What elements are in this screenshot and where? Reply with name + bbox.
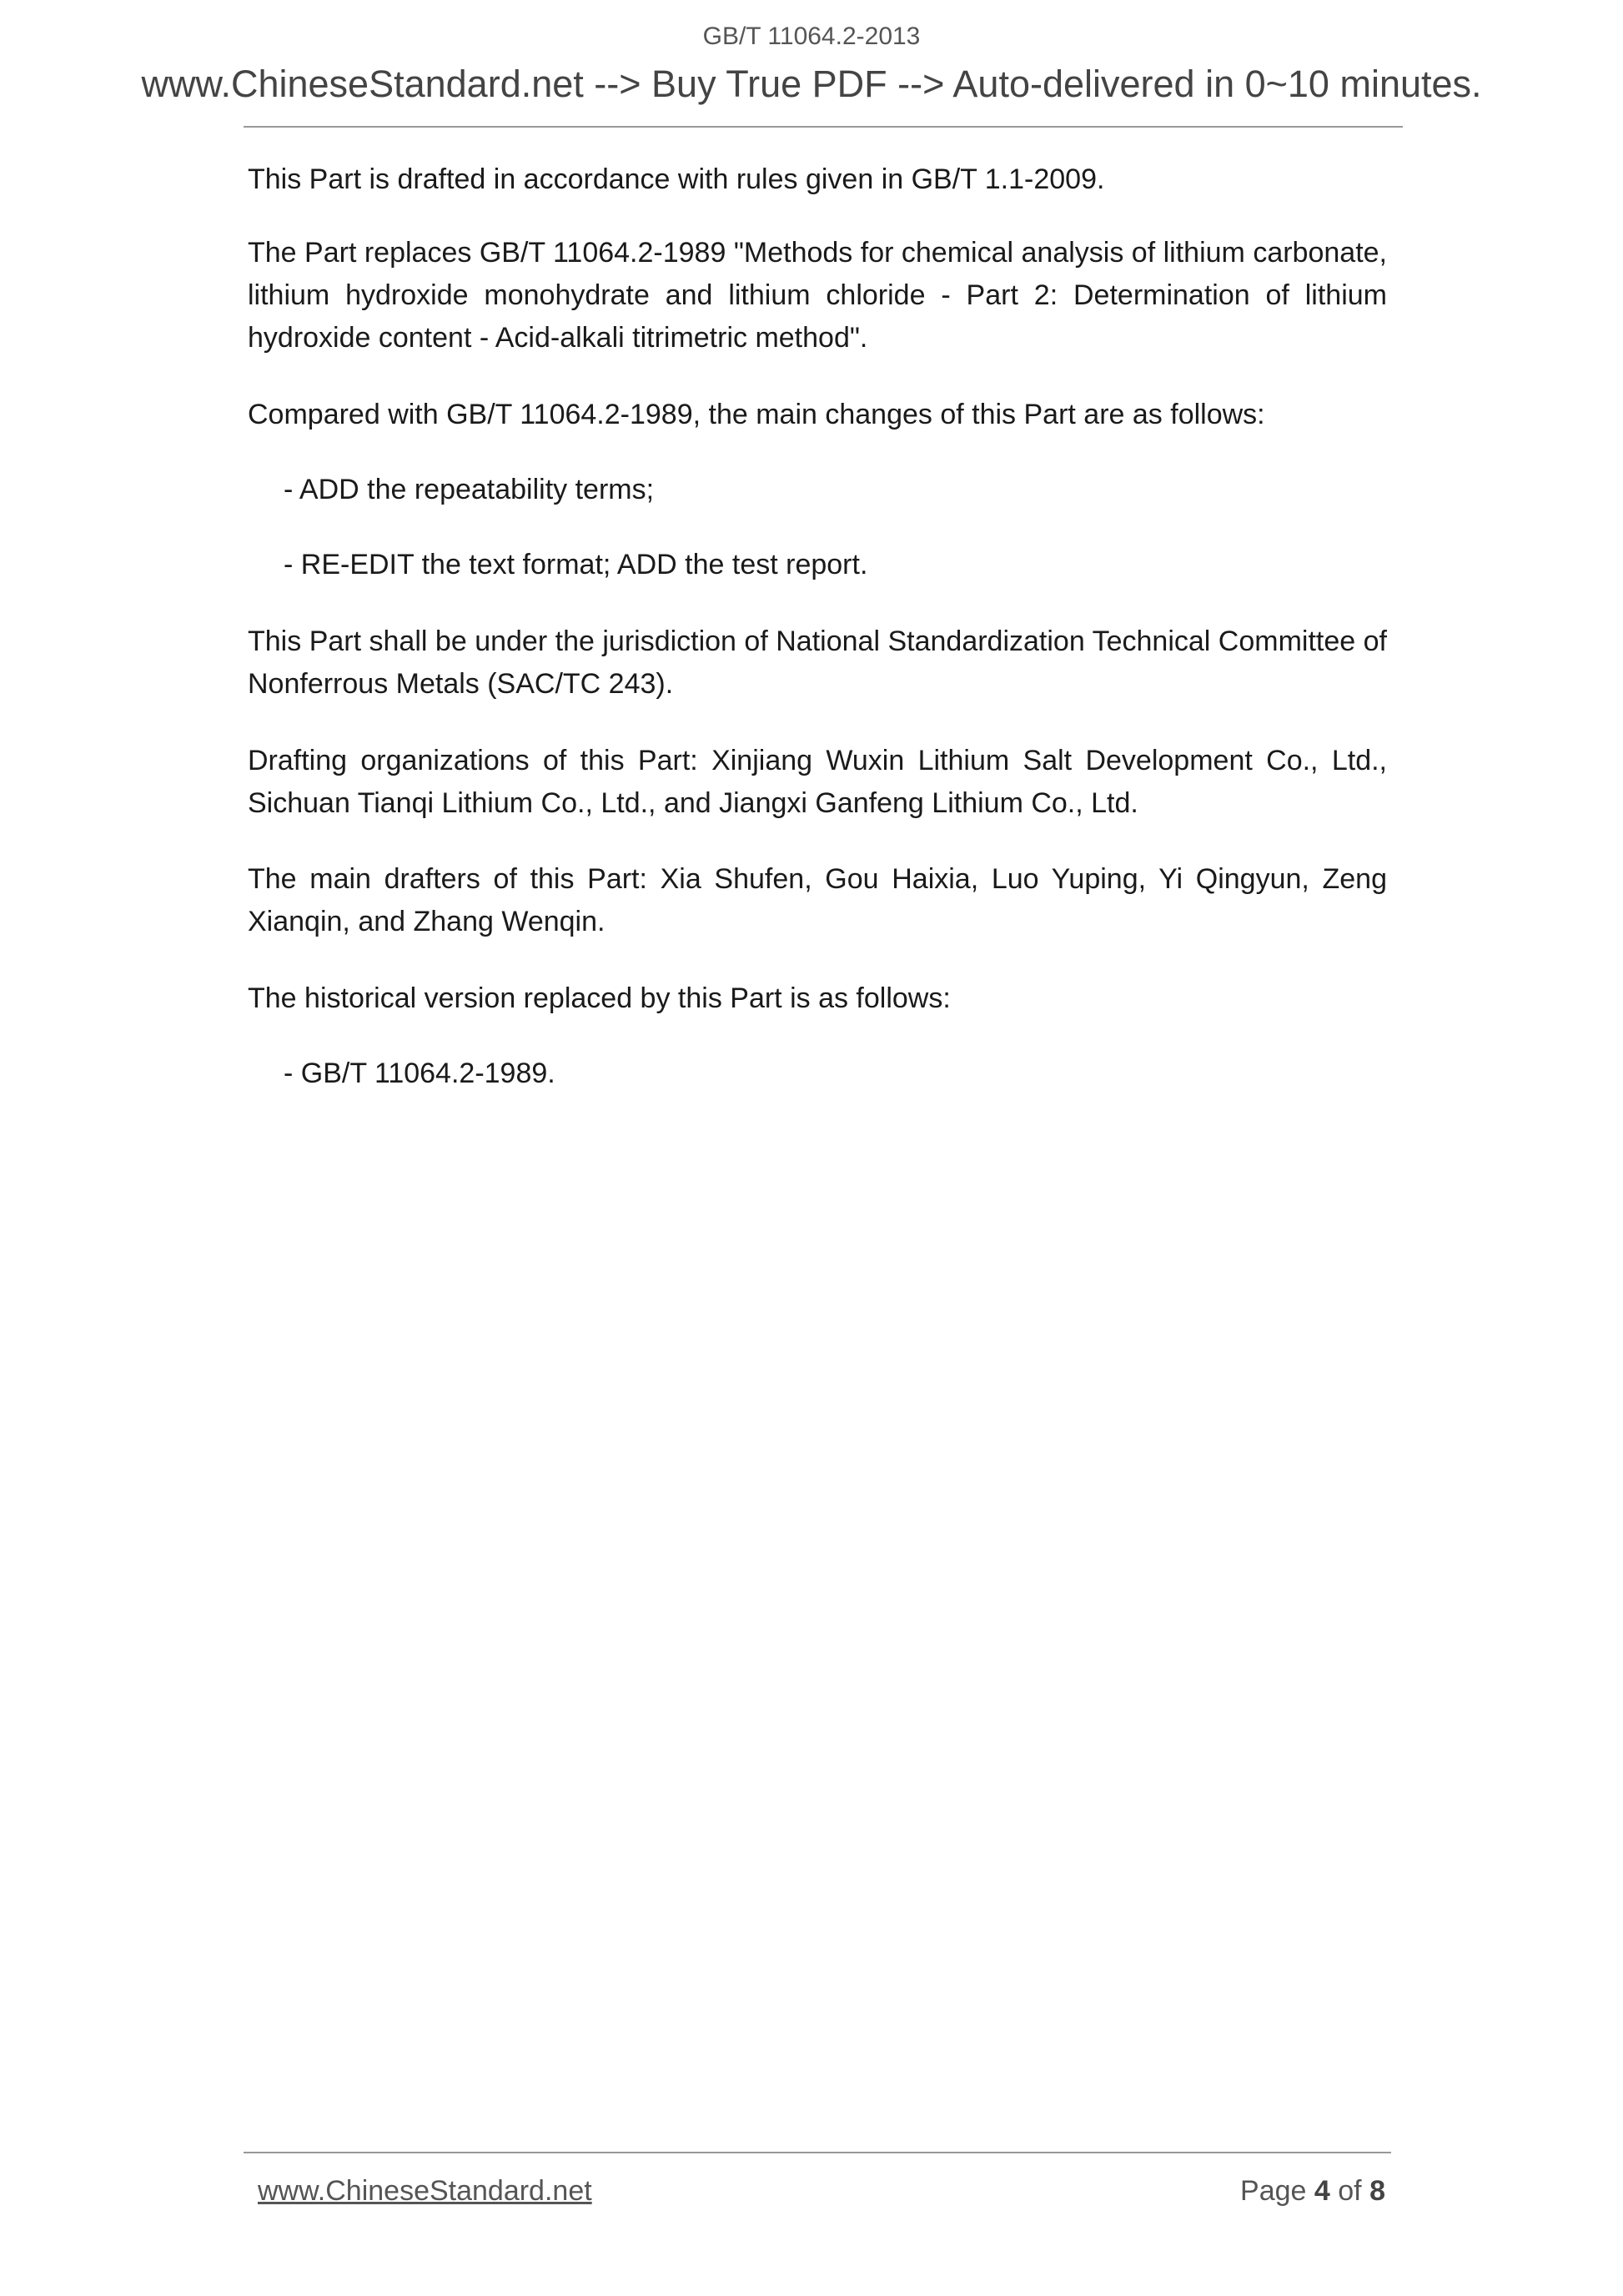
page-label: Page [1240,2175,1307,2207]
paragraph: This Part is drafted in accordance with rules given in GB/T 1.1-2009. [248,163,1105,195]
paragraph: This Part shall be under the jurisdiction of National Standardization Technical Committee of Nonferrous Metals (SAC/TC 243). [248,625,1387,700]
current-page: 4 [1314,2175,1330,2207]
page-indicator [1240,2175,1385,2208]
list-item: - GB/T 11064.2-1989. [284,1058,555,1089]
of-label: of [1338,2175,1362,2207]
total-pages: 8 [1369,2175,1385,2207]
list-item: - ADD the repeatability terms; [284,474,655,505]
footer-website-link[interactable]: www.ChineseStandard.net [258,2175,592,2207]
paragraph: The Part replaces GB/T 11064.2-1989 "Methods for chemical analysis of lithium carbonate, lithium hydroxide monohydrate and lithium chloride - Part 2: Determination of lithium hydroxide content - Acid-alkali titrimetric method". [248,237,1387,354]
paragraph: The historical version replaced by this Part is as follows: [248,982,951,1014]
footer-divider [244,2152,1391,2153]
header-banner: www.ChineseStandard.net --> Buy True PDF --> Auto-delivered in 0~10 minutes. [141,63,1482,105]
paragraph: The main drafters of this Part: Xia Shufen, Gou Haixia, Luo Yuping, Yi Qingyun, Zeng Xianqin, and Zhang Wenqin. [248,863,1387,937]
paragraph: Compared with GB/T 11064.2-1989, the main changes of this Part are as follows: [248,399,1265,430]
document-code: GB/T 11064.2-2013 [702,23,921,50]
header-divider [244,126,1403,128]
paragraph: Drafting organizations of this Part: Xinjiang Wuxin Lithium Salt Development Co., Ltd., Sichuan Tianqi Lithium Co., Ltd., and Jiangxi Ganfeng Lithium Co., Ltd. [248,745,1387,819]
list-item: - RE-EDIT the text format; ADD the test report. [284,549,868,580]
